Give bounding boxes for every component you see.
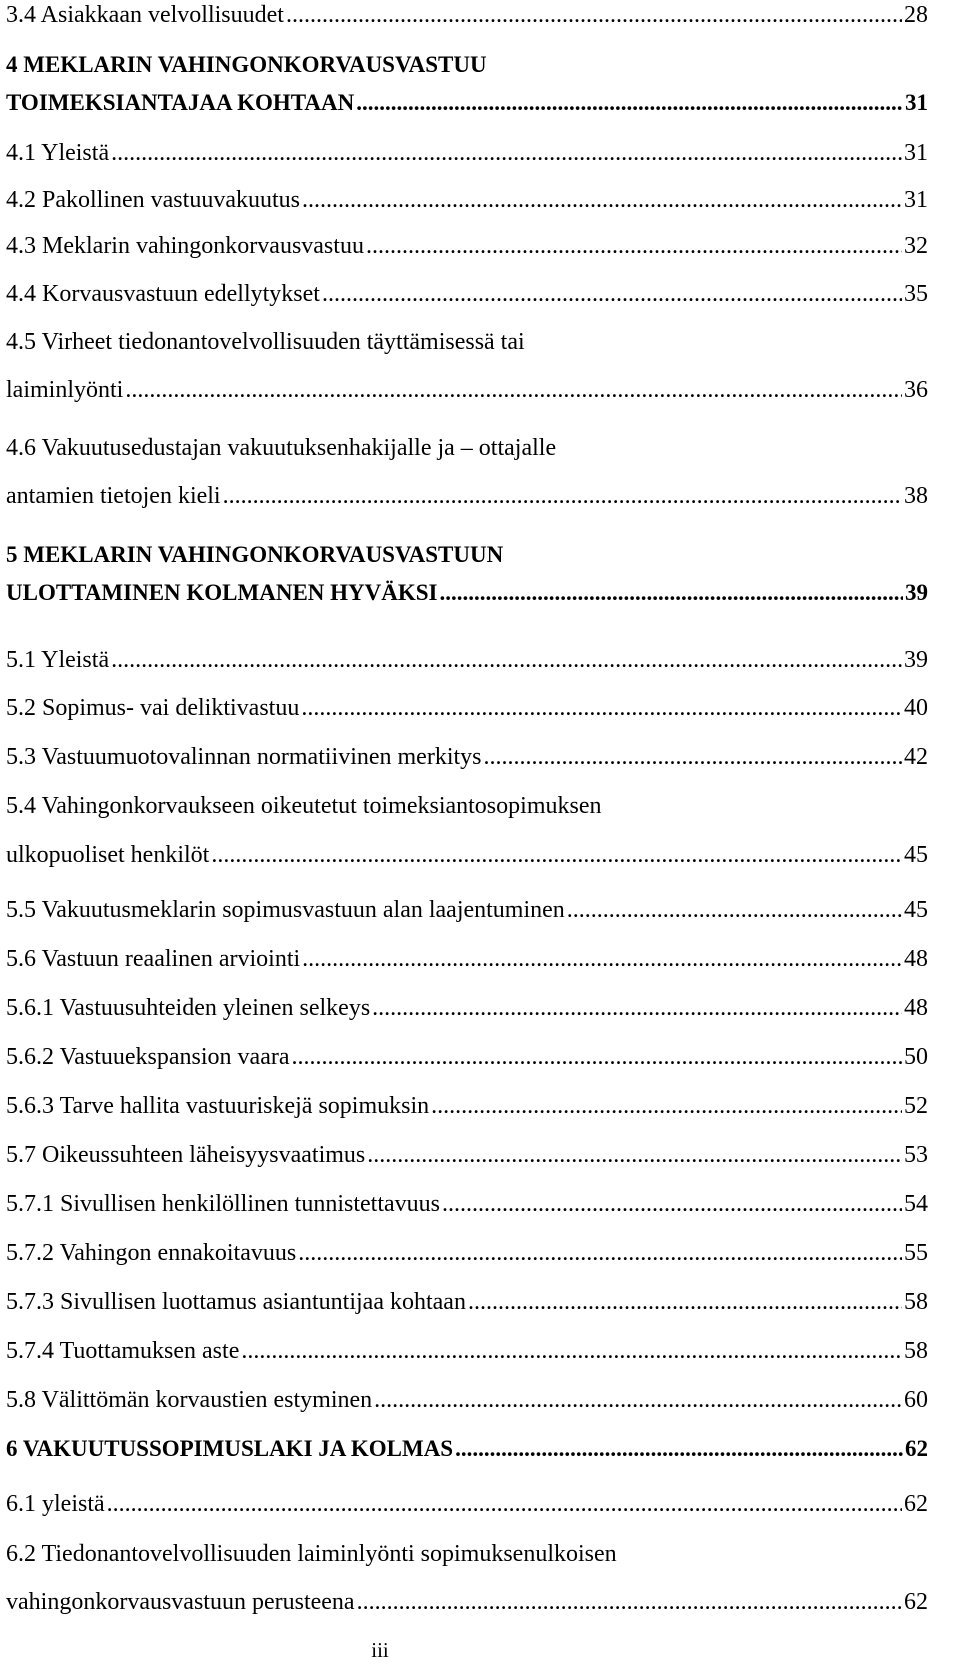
toc-entry — [6, 138, 928, 168]
toc-entry-page: 31 — [904, 140, 928, 166]
toc-chapter-entry — [6, 1434, 928, 1464]
dot-leader — [302, 185, 902, 215]
toc-entry — [6, 1091, 928, 1121]
dot-leader — [357, 1587, 902, 1617]
toc-entry — [6, 0, 928, 30]
toc-entry-title: 4.1 Yleistä — [6, 140, 110, 166]
toc-entry-page: 58 — [904, 1338, 928, 1364]
toc-entry-page: 40 — [904, 695, 928, 721]
dot-leader — [442, 1189, 902, 1219]
toc-entry-page: 48 — [904, 946, 928, 972]
toc-entry — [6, 1539, 928, 1617]
toc-entry — [6, 231, 928, 261]
dot-leader — [298, 1238, 902, 1268]
toc-entry-title: 5.1 Yleistä — [6, 647, 110, 673]
toc-entry-title: TOIMEKSIANTAJAA KOHTAAN — [6, 90, 355, 115]
dot-leader — [125, 375, 902, 405]
toc-entry-title: 4.3 Meklarin vahingonkorvausvastuu — [6, 233, 364, 259]
toc-entry-page: 62 — [904, 1491, 928, 1517]
toc-entry-title: 6.1 yleistä — [6, 1491, 105, 1517]
dot-leader — [241, 1336, 902, 1366]
toc-entry-title: 4.4 Korvausvastuun edellytykset — [6, 281, 320, 307]
toc-entry — [6, 279, 928, 309]
toc-entry-page: 45 — [904, 842, 928, 868]
toc-entry — [6, 742, 928, 772]
toc-entry-page: 62 — [905, 1436, 928, 1461]
toc-entry — [6, 327, 928, 405]
toc-entry-title: laiminlyönti — [6, 377, 124, 403]
toc-entry-title: ULOTTAMINEN KOLMANEN HYVÄKSI — [6, 580, 438, 605]
dot-leader — [468, 1287, 902, 1317]
toc-entry-title: 5.7.1 Sivullisen henkilöllinen tunnistettavuus — [6, 1191, 440, 1217]
toc-entry-title: 5.7.2 Vahingon ennakoitavuus — [6, 1240, 297, 1266]
toc-entry-page: 31 — [904, 187, 928, 213]
toc-entry-page: 53 — [904, 1142, 928, 1168]
toc-entry-title: 5.6.3 Tarve hallita vastuuriskejä sopimuksin — [6, 1093, 430, 1119]
toc-entry-title: 4.2 Pakollinen vastuuvakuutus — [6, 187, 300, 213]
dot-leader — [223, 481, 902, 511]
dot-leader — [567, 895, 902, 925]
toc-entry-title: 5.7.3 Sivullisen luottamus asiantuntijaa kohtaan — [6, 1289, 466, 1315]
toc-entry-title-line1: 4.6 Vakuutusedustajan vakuutuksenhakijalle ja – ottajalle — [6, 435, 557, 461]
toc-entry — [6, 1336, 928, 1366]
toc-entry — [6, 895, 928, 925]
toc-entry — [6, 993, 928, 1023]
dot-leader — [367, 1140, 902, 1170]
toc-entry-title-line1: 4.5 Virheet tiedonantovelvollisuuden täyttämisessä tai — [6, 329, 525, 355]
toc-entry-page: 28 — [904, 2, 928, 28]
dot-leader — [107, 1489, 902, 1519]
toc-entry-title: 5.7 Oikeussuhteen läheisyysvaatimus — [6, 1142, 366, 1168]
toc-entry-title: 5.6 Vastuun reaalinen arviointi — [6, 946, 301, 972]
toc-entry — [6, 433, 928, 511]
toc-entry-page: 60 — [904, 1387, 928, 1413]
dot-leader — [211, 840, 902, 870]
dot-leader — [322, 279, 902, 309]
dot-leader — [111, 645, 902, 675]
toc-entry-title: 5.3 Vastuumuotovalinnan normatiivinen merkitys — [6, 744, 482, 770]
toc-entry — [6, 1385, 928, 1415]
toc-chapter-entry — [6, 50, 928, 118]
toc-entry-page: 62 — [904, 1589, 928, 1615]
toc-entry — [6, 1287, 928, 1317]
toc-entry-title-line1: 5 MEKLARIN VAHINGONKORVAUSVASTUUN — [6, 542, 504, 567]
dot-leader — [286, 0, 902, 30]
toc-entry-title: ulkopuoliset henkilöt — [6, 842, 210, 868]
toc-entry — [6, 1238, 928, 1268]
toc-entry-page: 54 — [904, 1191, 928, 1217]
toc-entry-page: 39 — [905, 580, 928, 605]
toc-entry — [6, 1489, 928, 1519]
toc-entry — [6, 1140, 928, 1170]
dot-leader — [440, 578, 904, 608]
toc-entry — [6, 1189, 928, 1219]
toc-entry — [6, 1042, 928, 1072]
toc-entry-page: 32 — [904, 233, 928, 259]
toc-entry-title-line1: 5.4 Vahingonkorvaukseen oikeutetut toimeksiantosopimuksen — [6, 793, 602, 819]
toc-entry-page: 52 — [904, 1093, 928, 1119]
toc-chapter-entry — [6, 540, 928, 608]
toc-entry-page: 39 — [904, 647, 928, 673]
dot-leader — [111, 138, 902, 168]
toc-entry-page: 42 — [904, 744, 928, 770]
toc-entry-page: 45 — [904, 897, 928, 923]
dot-leader — [372, 993, 902, 1023]
toc-entry-title: 5.7.4 Tuottamuksen aste — [6, 1338, 240, 1364]
toc-entry — [6, 645, 928, 675]
toc-entry-title: 5.6.1 Vastuusuhteiden yleinen selkeys — [6, 995, 371, 1021]
toc-entry — [6, 693, 928, 723]
toc-entry-page: 55 — [904, 1240, 928, 1266]
dot-leader — [292, 1042, 903, 1072]
toc-entry-page: 35 — [904, 281, 928, 307]
toc-entry-page: 36 — [904, 377, 928, 403]
toc-entry-title-line1: 4 MEKLARIN VAHINGONKORVAUSVASTUU — [6, 52, 487, 77]
page-number: iii — [371, 1638, 389, 1662]
toc-entry-title: 5.2 Sopimus- vai deliktivastuu — [6, 695, 300, 721]
toc-entry-title: 5.8 Välittömän korvaustien estyminen — [6, 1387, 373, 1413]
toc-entry-title: 5.5 Vakuutusmeklarin sopimusvastuun alan laajentuminen — [6, 897, 565, 923]
toc-entry-page: 31 — [905, 90, 928, 115]
toc-entry-page: 50 — [904, 1044, 928, 1070]
dot-leader — [366, 231, 902, 261]
toc-entry-title: vahingonkorvausvastuun perusteena — [6, 1589, 355, 1615]
toc-entry — [6, 791, 928, 870]
toc-entry-title-line1: 6.2 Tiedonantovelvollisuuden laiminlyönti sopimuksenulkoisen — [6, 1541, 617, 1567]
dot-leader — [484, 742, 903, 772]
dot-leader — [431, 1091, 902, 1121]
toc-entry-page: 38 — [904, 483, 928, 509]
dot-leader — [455, 1434, 903, 1464]
toc-entry — [6, 185, 928, 215]
toc-entry-title: 5.6.2 Vastuuekspansion vaara — [6, 1044, 290, 1070]
dot-leader — [356, 88, 903, 118]
toc-entry-title: 6 VAKUUTUSSOPIMUSLAKI JA KOLMAS — [6, 1436, 454, 1461]
toc-entry — [6, 944, 928, 974]
dot-leader — [374, 1385, 902, 1415]
toc-entry-page: 58 — [904, 1289, 928, 1315]
dot-leader — [302, 944, 902, 974]
dot-leader — [301, 693, 902, 723]
toc-entry-page: 48 — [904, 995, 928, 1021]
toc-entry-title: antamien tietojen kieli — [6, 483, 221, 509]
toc-entry-title: 3.4 Asiakkaan velvollisuudet — [6, 2, 284, 28]
